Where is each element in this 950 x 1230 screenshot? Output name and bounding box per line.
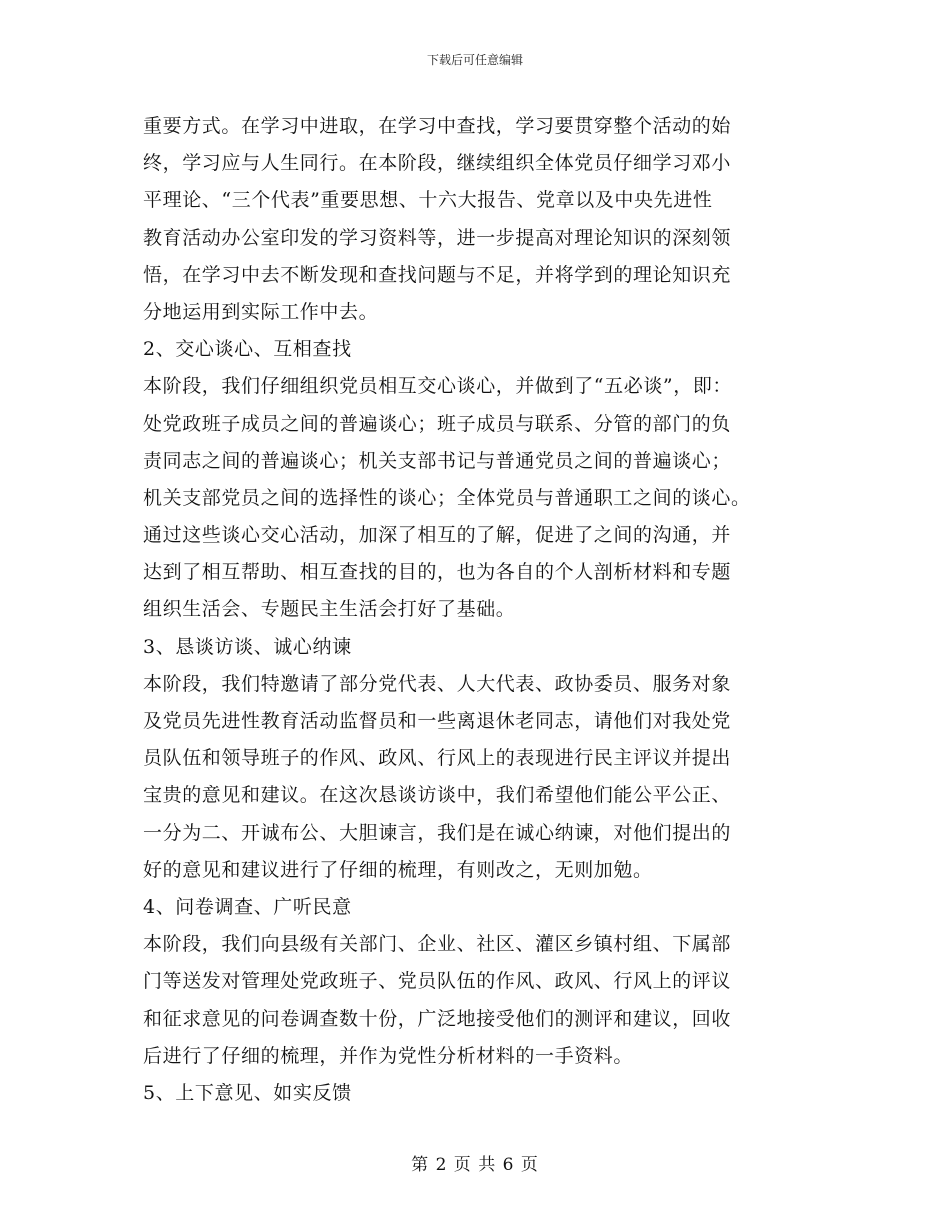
text-line: 本阶段，我们特邀请了部分党代表、人大代表、政协委员、服务对象 bbox=[143, 672, 732, 695]
text-line: 员队伍和领导班子的作风、政风、行风上的表现进行民主评议并提出 bbox=[143, 747, 732, 770]
section-heading: 4、问卷调查、广听民意 bbox=[143, 895, 352, 918]
text-line: 机关支部党员之间的选择性的谈心；全体党员与普通职工之间的谈心。 bbox=[143, 486, 751, 509]
text-line: 一分为二、开诚布公、大胆谏言，我们是在诚心纳谏，对他们提出的 bbox=[143, 821, 732, 844]
text-line: 教育活动办公室印发的学习资料等，进一步提高对理论知识的深刻领 bbox=[143, 226, 732, 249]
text-line: 分地运用到实际工作中去。 bbox=[143, 300, 379, 323]
text-line: 及党员先进性教育活动监督员和一些离退休老同志，请他们对我处党 bbox=[143, 710, 732, 732]
document-body bbox=[143, 108, 813, 1112]
section-heading: 2、交心谈心、互相查找 bbox=[143, 338, 352, 361]
text-line: 达到了相互帮助、相互查找的目的，也为各自的个人剖析材料和专题 bbox=[143, 561, 732, 584]
text-line: 重要方式。在学习中进取，在学习中查找，学习要贯穿整个活动的始 bbox=[143, 115, 732, 137]
text-line: 本阶段，我们向县级有关部门、企业、社区、灌区乡镇村组、下属部 bbox=[143, 933, 732, 956]
text-line: 悟，在学习中去不断发现和查找问题与不足，并将学到的理论知识充 bbox=[143, 263, 732, 286]
text-line: 组织生活会、专题民主生活会打好了基础。 bbox=[143, 598, 516, 621]
page-header-note: 下载后可任意编辑 bbox=[426, 53, 523, 67]
text-line: 宝贵的意见和建议。在这次恳谈访谈中，我们希望他们能公平公正、 bbox=[143, 784, 732, 807]
text-line: 平理论、“三个代表”重要思想、十六大报告、党章以及中央先进性 bbox=[143, 189, 713, 212]
text-line: 好的意见和建议进行了仔细的梳理，有则改之，无则加勉。 bbox=[143, 858, 653, 881]
text-line: 通过这些谈心交心活动，加深了相互的了解，促进了之间的沟通，并 bbox=[143, 524, 732, 547]
text-line: 责同志之间的普遍谈心；机关支部书记与普通党员之间的普遍谈心； bbox=[143, 449, 732, 472]
text-line: 和征求意见的问卷调查数十份，广泛地接受他们的测评和建议，回收 bbox=[143, 1007, 732, 1030]
text-line: 终，学习应与人生同行。在本阶段，继续组织全体党员仔细学习邓小 bbox=[143, 152, 732, 175]
text-line: 处党政班子成员之间的普遍谈心；班子成员与联系、分管的部门的负 bbox=[143, 412, 732, 435]
text-line: 门等送发对管理处党政班子、党员队伍的作风、政风、行风上的评议 bbox=[143, 970, 732, 993]
section-heading: 5、上下意见、如实反馈 bbox=[143, 1081, 352, 1104]
text-line: 本阶段，我们仔细组织党员相互交心谈心，并做到了“五必谈”，即： bbox=[143, 375, 733, 398]
page-number: 第 2 页 共 6 页 bbox=[411, 1155, 539, 1175]
section-heading: 3、恳谈访谈、诚心纳谏 bbox=[143, 635, 352, 658]
text-line: 后进行了仔细的梳理，并作为党性分析材料的一手资料。 bbox=[143, 1044, 634, 1067]
